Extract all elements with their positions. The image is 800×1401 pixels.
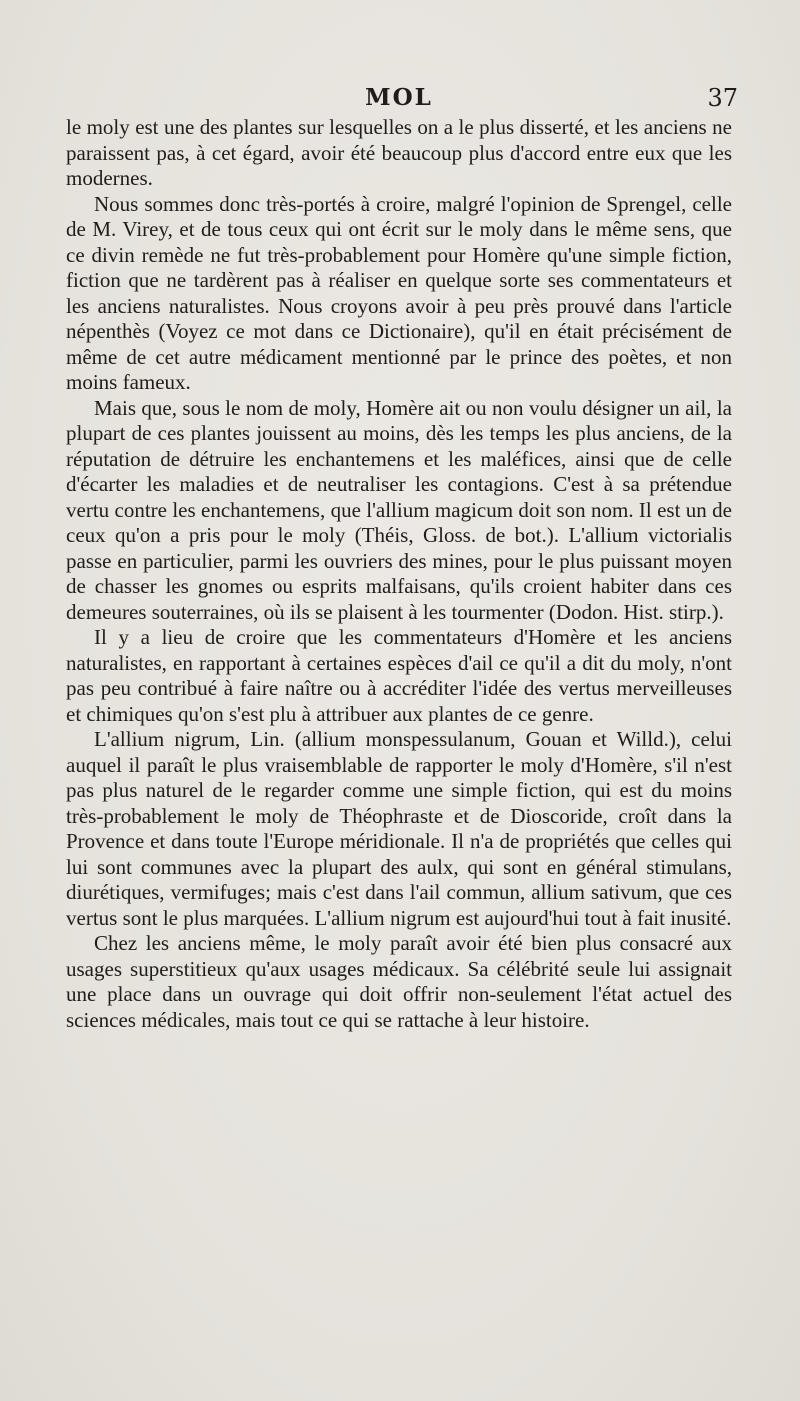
body-text [66,115,732,1033]
paragraph: Chez les anciens même, le moly paraît avoir été bien plus consacré aux usages superstitieux qu'aux usages médicaux. Sa célébrité seule lui assignait une place dans un ouvrage qui doit offrir non-seulement l'état actuel des sciences médicales, mais tout ce qui se rattache à leur histoire. [66,931,732,1032]
paragraph: Mais que, sous le nom de moly, Homère ait ou non voulu désigner un ail, la plupart de ces plantes jouissent au moins, dès les temps les plus anciens, de la réputation de détruire les enchantemens et les maléfices, ainsi que de celle d'écarter les maladies et de neutraliser les contagions. C'est à sa prétendue vertu contre les enchantemens, que l'allium magicum doit son nom. Il est un de ceux qu'on a pris pour le moly (Théis, Gloss. de bot.). L'allium victorialis passe en particulier, parmi les ouvriers des mines, pour le plus puissant moyen de chasser les gnomes ou esprits malfaisans, qu'ils croient habiter dans ces demeures souterraines, où ils se plaisent à les tourmenter (Dodon. Hist. stirp.). [66,395,732,624]
paragraph: Il y a lieu de croire que les commentateurs d'Homère et les anciens naturalistes, en rapportant à certaines espèces d'ail ce qu'il a dit du moly, n'ont pas peu contribué à faire naître ou à accréditer l'idée des vertus merveilleuses et chimiques qu'on s'est plu à attribuer aux plantes de ce genre. [66,625,732,726]
page-number: 37 [707,84,738,112]
paragraph: Nous sommes donc très-portés à croire, malgré l'opinion de Sprengel, celle de M. Virey, et de tous ceux qui ont écrit sur le moly dans le même sens, que ce divin remède ne fut très-probablement pour Homère qu'une simple fiction, fiction que ne tardèrent pas à réaliser en quelque sorte ses commentateurs et les anciens naturalistes. Nous croyons avoir à peu près prouvé dans l'article népenthès (Voyez ce mot dans ce Dictionaire), qu'il en était précisément de même de cet autre médicament mentionné par le prince des poètes, et non moins fameux. [66,191,732,394]
paragraph: L'allium nigrum, Lin. (allium monspessulanum, Gouan et Willd.), celui auquel il paraît le plus vraisemblable de rapporter le moly d'Homère, s'il n'est pas plus naturel de le regarder comme une simple fiction, qui est du moins très-probablement le moly de Théophraste et de Dioscoride, croît dans la Provence et dans toute l'Europe méridionale. Il n'a de propriétés que celles qui lui sont communes avec la plupart des aulx, qui sont en général stimulans, diurétiques, vermifuges; mais c'est dans l'ail commun, allium sativum, que ces vertus sont le plus marquées. L'allium nigrum est aujourd'hui tout à fait inusité. [66,727,732,930]
page-header [66,84,738,118]
running-head: MOL [365,84,433,111]
paragraph: le moly est une des plantes sur lesquelles on a le plus disserté, et les anciens ne paraissent pas, à cet égard, avoir été beaucoup plus d'accord entre eux que les modernes. [66,115,732,190]
